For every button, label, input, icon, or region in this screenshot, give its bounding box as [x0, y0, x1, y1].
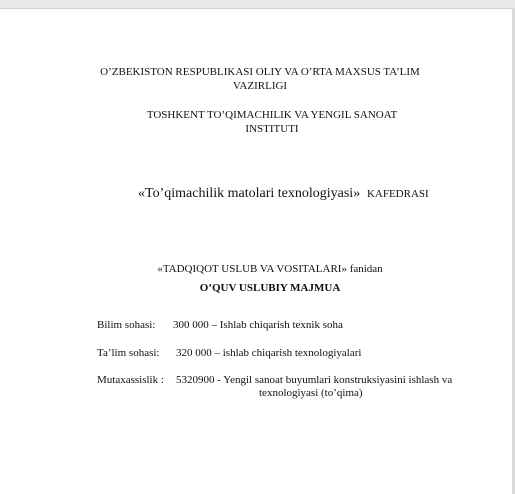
field-value-bilim: 300 000 – Ishlab chiqarish texnik soha	[173, 319, 343, 331]
subject-line: «TADQIQOT USLUB VA VOSITALARI» fanidan	[157, 263, 383, 275]
department-suffix: KAFEDRASI	[366, 188, 429, 200]
field-label-talim: Ta’lim sohasi:	[97, 347, 160, 359]
window-top-bar	[0, 0, 515, 9]
department-name: «To’qimachilik matolari texnologiyasi»	[138, 186, 361, 201]
institute-line-2: INSTITUTI	[245, 123, 299, 135]
field-value-mutaxassislik: 5320900 - Yengil sanoat buyumlari konstruksiyasini ishlash va	[176, 374, 453, 386]
field-label-mutaxassislik: Mutaxassislik :	[97, 374, 164, 386]
document-title: O’QUV USLUBIY MAJMUA	[199, 282, 341, 294]
ministry-line-1: O’ZBEKISTON RESPUBLIKASI OLIY VA O’RTA MAXSUS TA’LIM	[100, 66, 420, 78]
ministry-line-2: VAZIRLIGI	[232, 80, 288, 92]
institute-line-1: TOSHKENT TO’QIMACHILIK VA YENGIL SANOAT	[146, 109, 398, 121]
field-label-bilim: Bilim sohasi:	[97, 319, 156, 331]
field-value-talim: 320 000 – ishlab chiqarish texnologiyalari	[176, 347, 362, 359]
department-line	[138, 187, 429, 201]
field-value-mutaxassislik-line2: texnologiyasi (to’qima)	[259, 387, 363, 399]
